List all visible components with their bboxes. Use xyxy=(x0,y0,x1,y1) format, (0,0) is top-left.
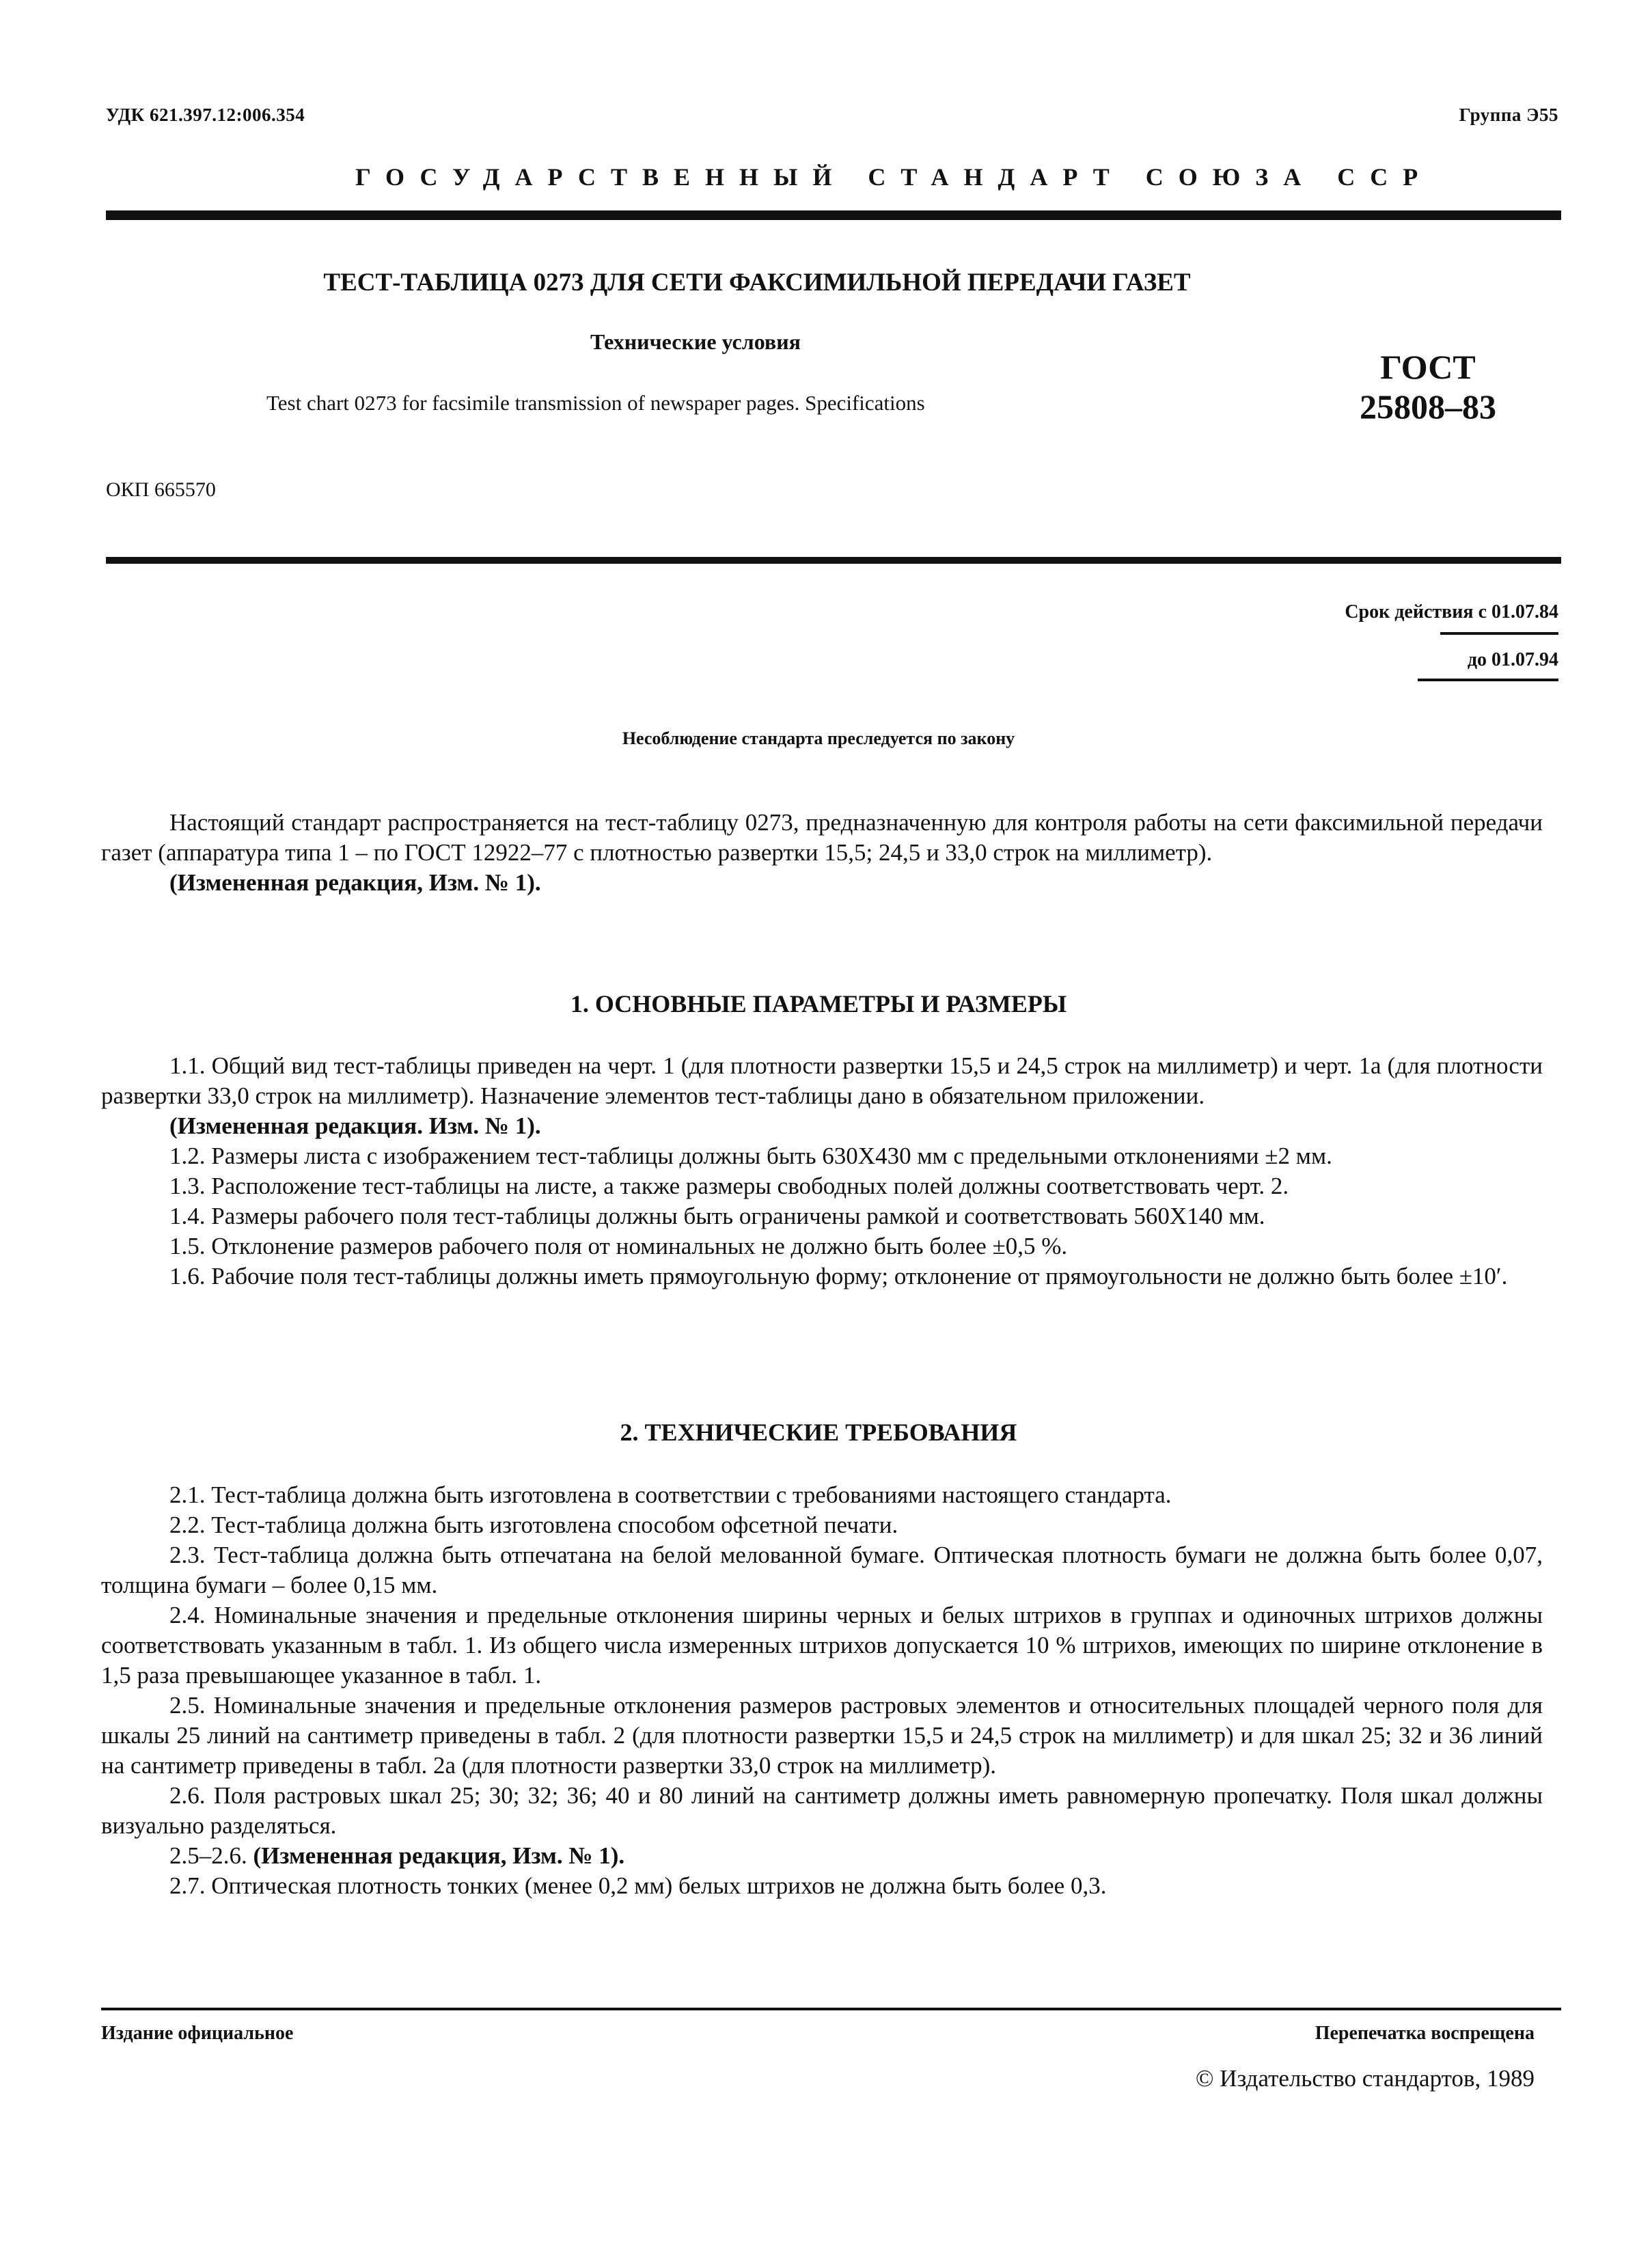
section-2-title: 2. ТЕХНИЧЕСКИЕ ТРЕБОВАНИЯ xyxy=(620,1419,1017,1446)
clause-2-5-2-6-change-note: (Измененная редакция, Изм. № 1). xyxy=(253,1842,625,1869)
intro-paragraph: Настоящий стандарт распространяется на тест-таблицу 0273, предназначенную для контроля работы на сети факсимильной передачи газет (аппаратура типа 1 – по ГОСТ 12922–77 с плотностью развертки 15,5; 24,5 и 33,0 строк на миллиметр). xyxy=(101,809,1543,866)
legal-notice: Несоблюдение стандарта преследуется по закону xyxy=(622,728,1015,748)
clause-1-3: 1.3. Расположение тест-таблицы на листе, а также размеры свободных полей должны соответствовать черт. 2. xyxy=(169,1173,1289,1199)
clause-1-2: 1.2. Размеры листа с изображением тест-таблицы должны быть 630Х430 мм с предельными отклонениями ±2 мм. xyxy=(169,1143,1332,1169)
state-standard-heading: ГОСУДАРСТВЕННЫЙ СТАНДАРТ СОЮЗА ССР xyxy=(355,163,1433,191)
clause-2-5-2-6-prefix: 2.5–2.6. xyxy=(169,1842,253,1869)
clause-2-7: 2.7. Оптическая плотность тонких (менее 0,2 мм) белых штрихов не должна быть более 0,3. xyxy=(169,1872,1107,1899)
section-1-title: 1. ОСНОВНЫЕ ПАРАМЕТРЫ И РАЗМЕРЫ xyxy=(570,990,1067,1017)
clause-1-1-change: (Измененная редакция. Изм. № 1). xyxy=(169,1112,541,1139)
section-2-body xyxy=(101,1480,1543,1901)
reprint-prohibited-label: Перепечатка воспрещена xyxy=(1315,2023,1535,2044)
clause-1-6: 1.6. Рабочие поля тест-таблицы должны иметь прямоугольную форму; отклонение от прямоугольности не должно быть более ±10′. xyxy=(169,1263,1508,1289)
footer-rule xyxy=(101,2008,1561,2010)
validity-to-underline xyxy=(1418,679,1558,681)
validity-to: до 01.07.94 xyxy=(1467,649,1558,670)
english-title: Test chart 0273 for facsimile transmission of newspaper pages. Specifications xyxy=(266,391,925,415)
clause-1-5: 1.5. Отклонение размеров рабочего поля от номинальных не должно быть более ±0,5 %. xyxy=(169,1233,1068,1259)
validity-from: Срок действия с 01.07.84 xyxy=(1345,601,1558,623)
clause-1-4: 1.4. Размеры рабочего поля тест-таблицы должны быть ограничены рамкой и соответствовать 560Х140 мм. xyxy=(169,1203,1265,1229)
group-code: Группа Э55 xyxy=(1459,105,1558,125)
intro-change-note: (Измененная редакция, Изм. № 1). xyxy=(169,869,541,896)
gost-number: 25808–83 xyxy=(1360,387,1496,426)
title-rule xyxy=(106,557,1561,564)
clause-1-1: 1.1. Общий вид тест-таблицы приведен на черт. 1 (для плотности развертки 15,5 и 24,5 строк на миллиметр) и черт. 1а (для плотности развертки 33,0 строк на миллиметр). Назначение элементов тест-таблицы дано в обязательном приложении. xyxy=(101,1052,1543,1109)
okp-code: ОКП 665570 xyxy=(106,478,216,501)
intro-block xyxy=(101,808,1543,898)
document-subtitle: Технические условия xyxy=(590,329,801,354)
clause-2-2: 2.2. Тест-таблица должна быть изготовлена способом офсетной печати. xyxy=(169,1512,898,1538)
clause-2-6: 2.6. Поля растровых шкал 25; 30; 32; 36; 40 и 80 линий на сантиметр должны иметь равномерную пропечатку. Поля шкал должны визуально разделяться. xyxy=(101,1782,1543,1839)
udk-code: УДК 621.397.12:006.354 xyxy=(106,105,305,125)
clause-2-1: 2.1. Тест-таблица должна быть изготовлена в соответствии с требованиями настоящего стандарта. xyxy=(169,1481,1172,1508)
clause-2-3: 2.3. Тест-таблица должна быть отпечатана на белой мелованной бумаге. Оптическая плотность бумаги не должна быть более 0,07, толщина бумаги – более 0,15 мм. xyxy=(101,1542,1543,1598)
gost-label: ГОСТ xyxy=(1380,348,1476,386)
document-title: ТЕСТ-ТАБЛИЦА 0273 ДЛЯ СЕТИ ФАКСИМИЛЬНОЙ ПЕРЕДАЧИ ГАЗЕТ xyxy=(323,269,1191,297)
clause-2-4: 2.4. Номинальные значения и предельные отклонения ширины черных и белых штрихов в группах и одиночных штрихов должны соответствовать указанным в табл. 1. Из общего числа измеренных штрихов допускается 10 % штрихов, имеющих по ширине отклонение в 1,5 раза превышающее указанное в табл. 1. xyxy=(101,1602,1543,1689)
clause-2-5-2-6-change xyxy=(101,1841,1543,1871)
copyright-notice: © Издательство стандартов, 1989 xyxy=(1195,2065,1535,2092)
official-edition-label: Издание официальное xyxy=(101,2023,294,2044)
validity-from-underline xyxy=(1440,632,1558,635)
gost-designation xyxy=(1325,347,1530,426)
section-1-body xyxy=(101,1051,1543,1292)
top-rule xyxy=(106,210,1561,220)
clause-2-5: 2.5. Номинальные значения и предельные отклонения размеров растровых элементов и относительных площадей черного поля для шкалы 25 линий на сантиметр приведены в табл. 2 (для плотности развертки 15,5 и 24,5 строк на миллиметр) и для шкал 25; 32 и 36 линий на сантиметр приведены в табл. 2а (для плотности развертки 33,0 строк на миллиметр). xyxy=(101,1692,1543,1779)
